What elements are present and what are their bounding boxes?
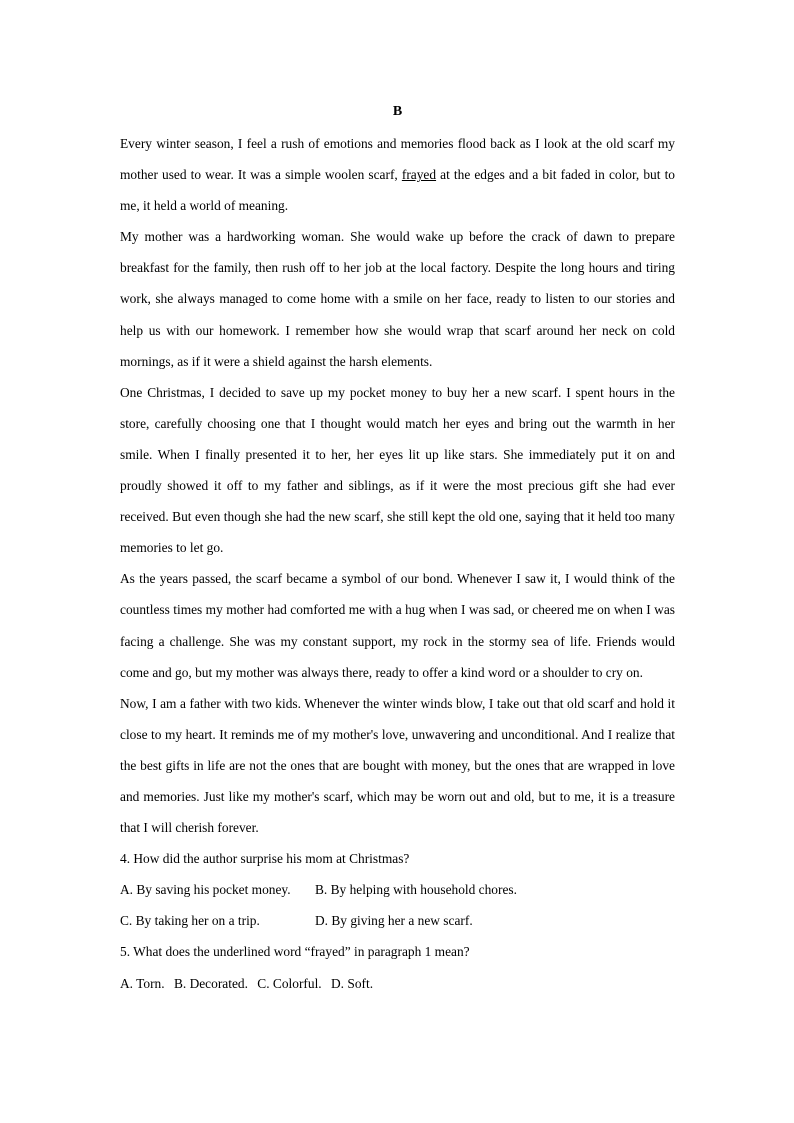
underlined-word: frayed [401,167,437,183]
paragraph-4: As the years passed, the scarf became a symbol of our bond. Whenever I saw it, I would think of the countless times my mother had comforted me with a hug when I was sad, or cheered me on when I was facing a challenge. She was my constant support, my rock in the stormy sea of life. Friends would come and go, but my mother was always there, ready to offer a kind word or a shoulder to cry on. [120,571,675,680]
paragraph-3: One Christmas, I decided to save up my pocket money to buy her a new scarf. I spent hours in the store, carefully choosing one that I thought would match her eyes and bring out the warmth in her smile. When I finally presented it to her, her eyes lit up like stars. She immediately put it on and proudly showed it off to my father and siblings, as if it were the most precious gift she had ever received. But even though she had the new scarf, she still kept the old one, saying that it held too many memories to let go. [120,384,675,556]
question-5-stem: 5. What does the underlined word “frayed” in paragraph 1 mean? [120,944,470,960]
paragraph-1-text-a: Every winter season, I feel a rush of emotions and memories flood back as I look at the old scarf my mother used to wear. It was a simple woolen scarf, [120,136,675,183]
question-5-option-b: B. Decorated. [173,975,248,991]
question-4-options-row-2 [120,905,675,936]
question-4-option-b: B. By helping with household chores. [315,882,517,898]
question-4-option-a: A. By saving his pocket money. [120,882,291,898]
section-title: B [392,104,403,119]
question-4-stem: 4. How did the author surprise his mom at Christmas? [120,851,410,867]
paragraph-1-text-b: at the edges and a bit faded in color, but to me, it held a world of meaning. [120,167,675,214]
paragraph-5: Now, I am a father with two kids. Whenever the winter winds blow, I take out that old scarf and hold it close to my heart. It reminds me of my mother's love, unwavering and unconditional. And I realize that the best gifts in life are not the ones that are bought with money, but the ones that are wrapped in love and memories. Just like my mother's scarf, which may be worn out and old, but to me, it is a treasure that I will cherish forever. [120,695,675,836]
passage-body [120,128,675,999]
question-4-options-row-1 [120,874,675,905]
question-4-option-d: D. By giving her a new scarf. [315,913,473,929]
question-4-option-c: C. By taking her on a trip. [120,913,260,929]
paragraph-1 [120,128,675,221]
question-5-option-c: C. Colorful. [257,975,322,991]
question-5-option-a: A. Torn. [120,975,165,991]
paragraph-2: My mother was a hardworking woman. She would wake up before the crack of dawn to prepare breakfast for the family, then rush off to her job at the local factory. Despite the long hours and tiring work, she always managed to come home with a smile on her face, ready to listen to our stories and help us with our homework. I remember how she would wrap that scarf around her neck on cold mornings, as if it were a shield against the harsh elements. [120,229,675,369]
question-5-option-d: D. Soft. [331,975,374,991]
question-5-options [120,968,675,999]
